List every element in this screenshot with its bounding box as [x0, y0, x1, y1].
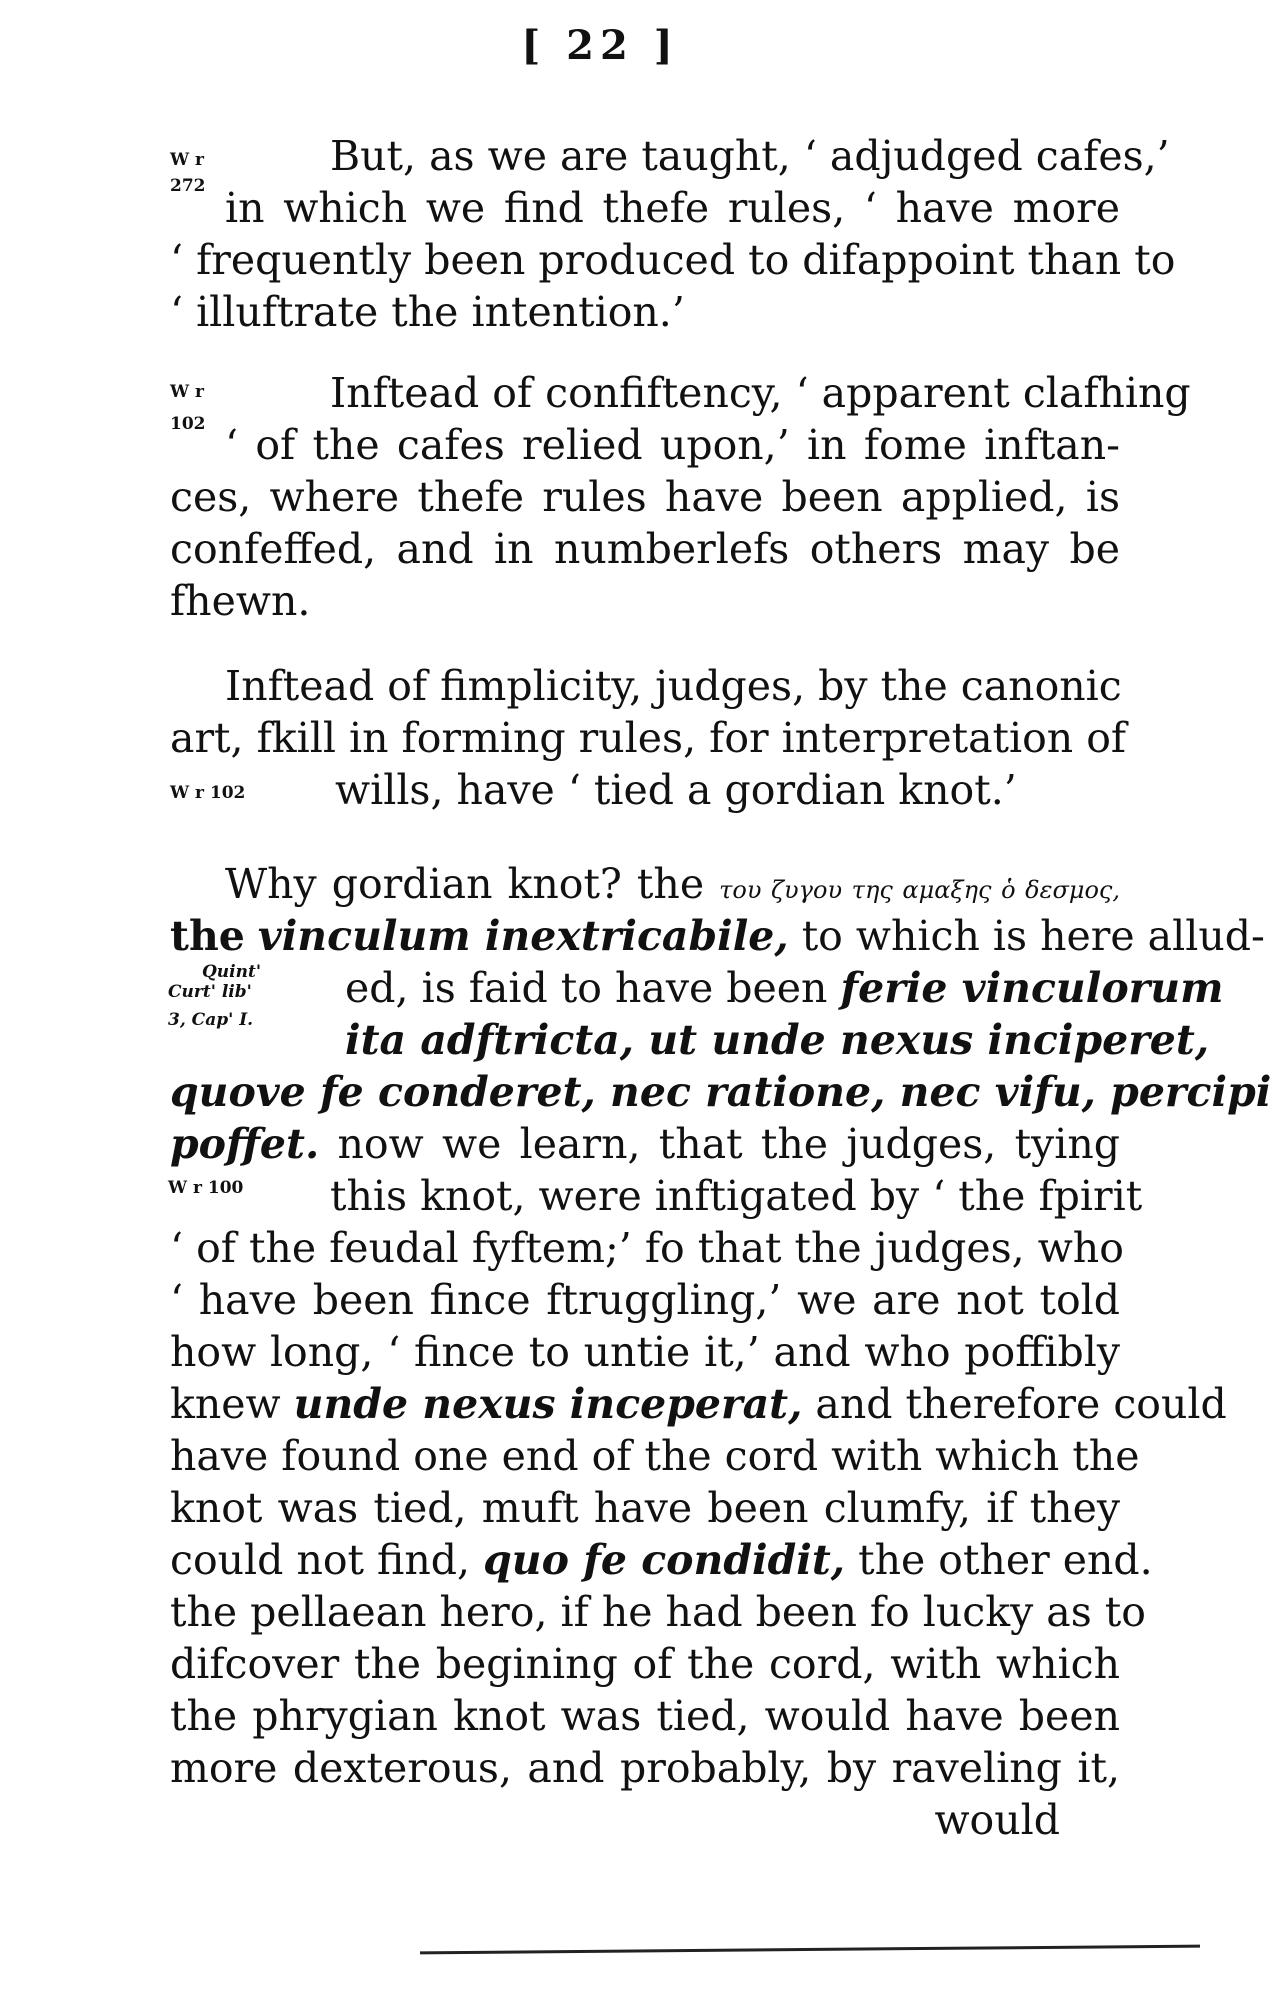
italic-phrase: ita adftricta, ut unde nexus inciperet,: [345, 1016, 1210, 1064]
text-line: [170, 1014, 1210, 1066]
text-run: to which is here allud-: [801, 912, 1265, 960]
italic-phrase: poffet.: [170, 1120, 320, 1168]
text-run: now we learn, that the judges, tying: [337, 1120, 1120, 1168]
paragraph-2: [170, 367, 1191, 627]
text-run: knew: [170, 1380, 281, 1428]
paragraph-4: [170, 858, 1271, 1846]
margin-note-number: 102: [170, 414, 206, 434]
text-line: [170, 1066, 1271, 1118]
text-run: and therefore could: [815, 1380, 1227, 1428]
text-line: [170, 1534, 1153, 1586]
italic-phrase: vinculum inextricabile,: [257, 912, 789, 960]
text-line: knot was tied, muft have been clumfy, if they: [170, 1484, 1120, 1532]
text-line: [170, 910, 1265, 962]
margin-note-label: W r: [170, 150, 204, 170]
text-line: fhewn.: [170, 577, 311, 625]
text-line: [170, 1118, 1120, 1170]
text-line: this knot, were inftigated by ‘ the fpirit: [330, 1172, 1143, 1220]
text-line: ces, where thefe rules have been applied, is: [170, 473, 1120, 521]
text-line: the pellaean hero, if he had been fo lucky as to: [170, 1588, 1146, 1636]
catchword: would: [934, 1796, 1060, 1844]
margin-note-label: W r 102: [170, 783, 246, 803]
text-line: the phrygian knot was tied, would have been: [170, 1692, 1120, 1740]
text-run: ed, is faid to have been: [345, 964, 828, 1012]
greek-phrase: του ζυγου της αμαξης ὁ δεσμος,: [719, 876, 1120, 904]
text-line: [170, 858, 1120, 910]
bottom-rule: [420, 1945, 1200, 1955]
text-line: how long, ‘ fince to untie it,’ and who poffibly: [170, 1328, 1120, 1376]
text-line: have found one end of the cord with which the: [170, 1432, 1140, 1480]
text-line: Inftead of fimplicity, judges, by the canonic: [225, 662, 1122, 710]
text-line: art, fkill in forming rules, for interpretation of: [170, 714, 1127, 762]
page-number: [ 22 ]: [521, 22, 679, 69]
text-run: the: [170, 912, 245, 960]
text-run: could not find,: [170, 1536, 471, 1584]
text-line: ‘ illuftrate the intention.’: [170, 288, 685, 336]
text-line: Inftead of confiftency, ‘ apparent clafhing: [330, 369, 1191, 417]
text-line: wills, have ‘ tied a gordian knot.’: [335, 766, 1017, 814]
text-line: [170, 962, 1224, 1014]
italic-phrase: quove fe conderet, nec ratione, nec vifu, percipi: [170, 1068, 1271, 1116]
text-line: difcover the begining of the cord, with which: [170, 1640, 1120, 1688]
margin-note-label: W r: [170, 382, 204, 402]
text-line: more dexterous, and probably, by raveling it,: [170, 1744, 1120, 1792]
margin-note-line: Curt' lib': [168, 982, 252, 1002]
text-line: ‘ frequently been produced to difappoint than to: [170, 236, 1176, 284]
text-line: But, as we are taught, ‘ adjudged cafes,’: [330, 132, 1170, 180]
text-line: in which we find thefe rules, ‘ have more: [225, 184, 1120, 232]
text-run: the other end.: [858, 1536, 1153, 1584]
margin-note-line: Quint': [202, 962, 262, 982]
text-line: ‘ have been fince ftruggling,’ we are not told: [170, 1276, 1120, 1324]
text-line: confeffed, and in numberlefs others may be: [170, 525, 1120, 573]
margin-note-number: 272: [170, 176, 206, 196]
italic-phrase: unde nexus inceperat,: [293, 1380, 803, 1428]
margin-note-line: 3, Cap' I.: [168, 1010, 254, 1030]
paragraph-3: [170, 660, 1127, 816]
text-line: [170, 1378, 1227, 1430]
paragraph-1: [170, 130, 1176, 338]
italic-phrase: quo fe condidit,: [483, 1536, 846, 1584]
text-line: ‘ of the cafes relied upon,’ in fome inftan-: [225, 421, 1120, 469]
text-run: Why gordian knot? the: [225, 860, 705, 908]
text-line: ‘ of the feudal fyftem;’ fo that the judges, who: [170, 1224, 1124, 1272]
margin-note-label: W r 100: [168, 1178, 244, 1198]
italic-phrase: ferie vinculorum: [840, 964, 1224, 1012]
